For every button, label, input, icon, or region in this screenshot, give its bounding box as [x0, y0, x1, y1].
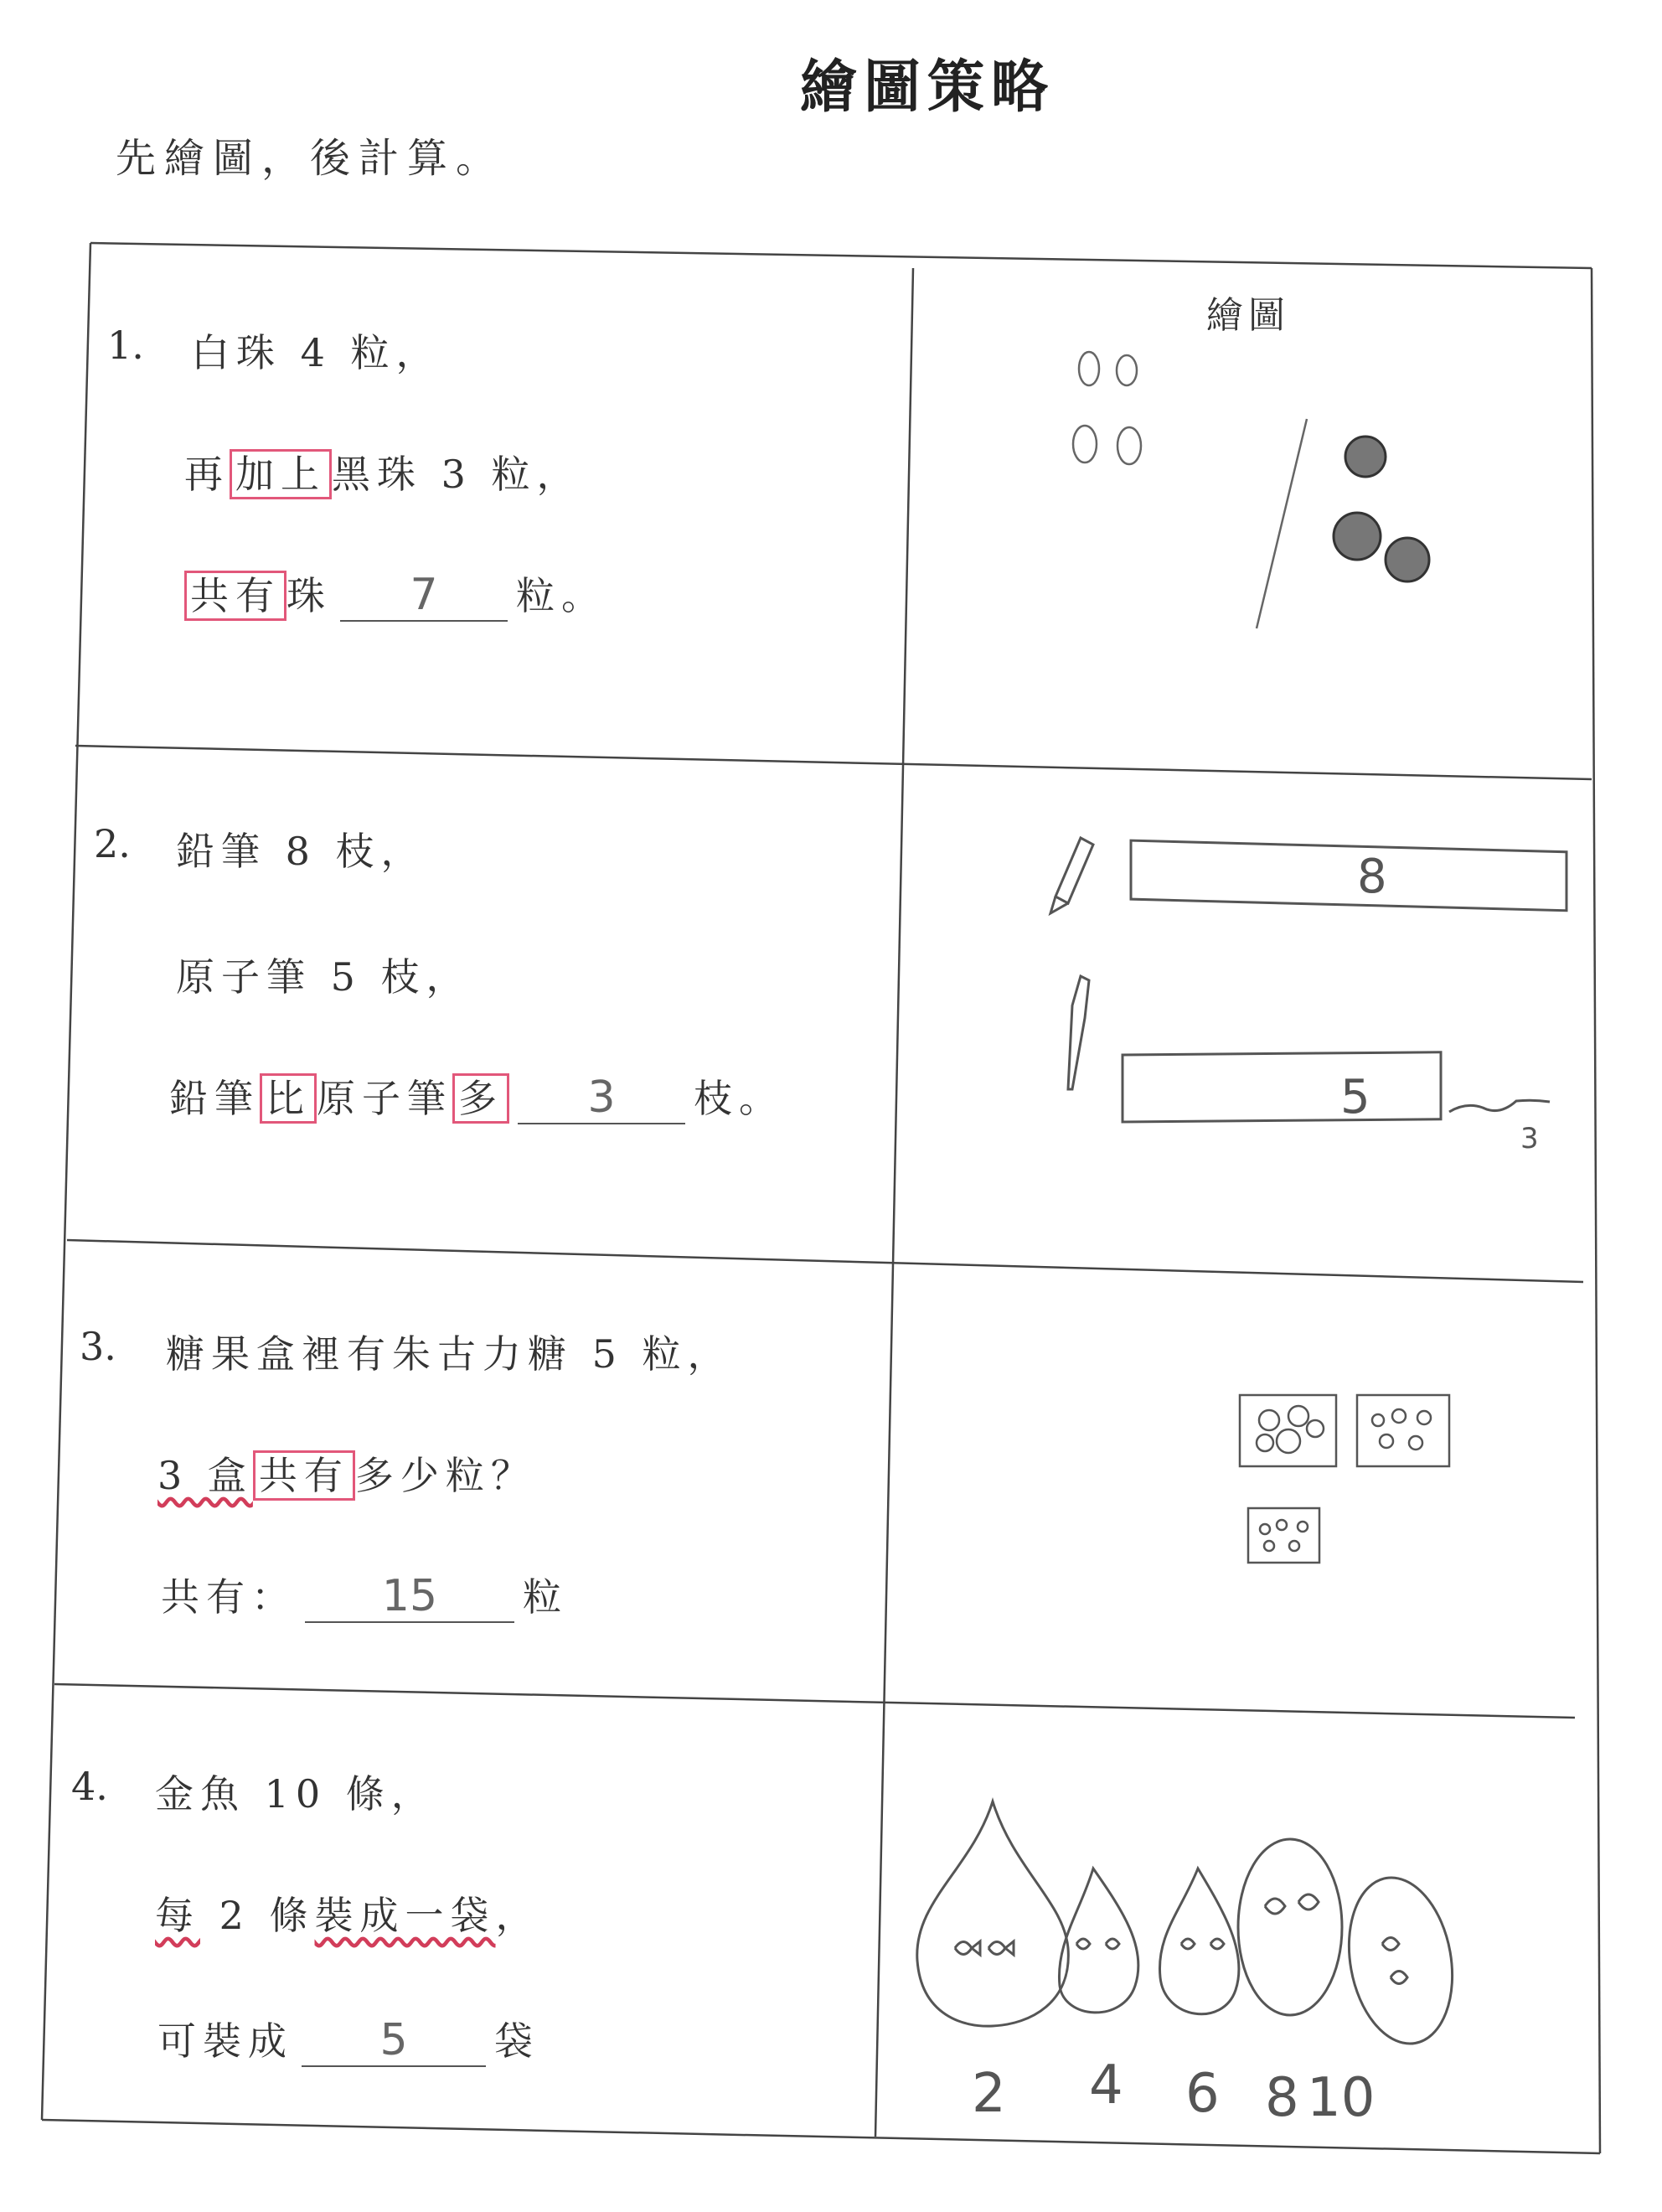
q3-total-box: 共有: [253, 1450, 355, 1501]
instruction-text: 先繪圖，後計算。: [116, 135, 505, 182]
q2-text: 枝。: [694, 1076, 784, 1121]
q2-answer-blank[interactable]: 3: [518, 1072, 685, 1124]
q2-line3: [169, 1068, 784, 1124]
q1-answer-blank[interactable]: 7: [340, 570, 508, 622]
q1-text: 黑珠 3 粒，: [332, 452, 582, 497]
q2-number: 2.: [94, 821, 131, 866]
q1-beads-drawing: [1047, 344, 1466, 679]
q4-text: ，: [495, 1893, 541, 1938]
q4-count-6: 6: [1185, 2063, 1220, 2125]
q2-more-box: 多: [452, 1073, 509, 1124]
q1-number: 1.: [107, 323, 144, 368]
q2-diff-label: 3: [1520, 1122, 1539, 1155]
q1-keyword-box: 加上: [230, 449, 332, 499]
drawing-column-header: 繪圖: [1206, 294, 1290, 337]
q4-number: 4.: [71, 1764, 108, 1809]
q1-text: 再: [184, 452, 230, 497]
q4-line3: [157, 2011, 539, 2067]
q4-count-2: 2: [972, 2063, 1006, 2125]
q1-line1: 白珠 4 粒，: [191, 330, 441, 375]
q3-number: 3.: [80, 1324, 116, 1369]
q1-line3: [184, 566, 606, 622]
q4-line2: [155, 1885, 541, 1941]
q2-compare-box: 比: [260, 1073, 317, 1124]
q1-text: 粒。: [516, 573, 606, 618]
q4-wavy-text: 每: [155, 1893, 200, 1938]
q3-text: 粒: [523, 1574, 568, 1620]
q4-text: 袋: [494, 2018, 539, 2064]
q1-line2: [184, 444, 582, 499]
q4-line1: 金魚 10 條，: [155, 1771, 436, 1817]
q3-line1: 糖果盒裡有朱古力糖 5 粒，: [166, 1331, 733, 1377]
q3-boxes-drawing: [1231, 1382, 1483, 1584]
q2-text: 鉛筆: [169, 1076, 260, 1121]
q4-count-10: 10: [1307, 2067, 1376, 2129]
q2-text: 原子筆: [317, 1076, 452, 1121]
q2-bar-label-8: 8: [1357, 850, 1387, 904]
q3-wavy-text: 3 盒: [157, 1453, 253, 1498]
q4-count-4: 4: [1089, 2054, 1123, 2116]
q3-text: 共有：: [161, 1574, 297, 1620]
q2-line1: 鉛筆 8 枝，: [176, 829, 426, 874]
page-title: 繪圖策略: [799, 54, 1055, 121]
q2-line2: 原子筆 5 枝，: [176, 954, 472, 1000]
q4-wavy-text: 裝成一袋: [314, 1893, 496, 1938]
q1-total-box: 共有: [184, 571, 286, 621]
q4-text: 2 條: [200, 1893, 315, 1938]
q1-text: 珠: [286, 573, 332, 618]
q4-fish-bags-drawing: [905, 1776, 1541, 2128]
q2-bar-model-drawing: [1030, 813, 1600, 1198]
q3-text: 多少粒？: [354, 1453, 536, 1498]
q4-text: 可裝成: [157, 2018, 293, 2064]
worksheet-table: [42, 243, 1600, 2153]
q3-answer-blank[interactable]: 15: [305, 1571, 514, 1623]
q3-line2: [157, 1445, 536, 1501]
q2-bar-label-5: 5: [1340, 1070, 1370, 1124]
q4-count-8: 8: [1265, 2067, 1299, 2129]
q4-answer-blank[interactable]: 5: [302, 2015, 486, 2067]
q3-line3: [161, 1567, 568, 1623]
